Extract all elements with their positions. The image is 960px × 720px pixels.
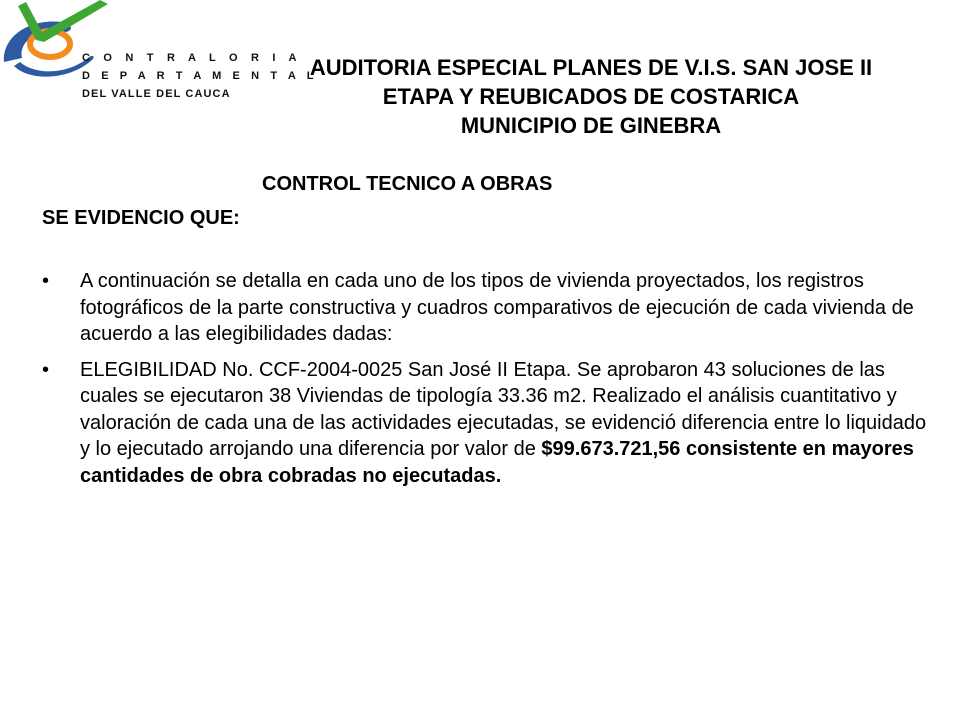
- logo-text-line1: C O N T R A L O R I A: [82, 52, 302, 64]
- list-item: [42, 357, 932, 490]
- logo-text-line2: D E P A R T A M E N T A L: [82, 70, 318, 82]
- bullet-list: [42, 268, 932, 498]
- logo-emblem-icon: [0, 0, 120, 100]
- list-item: [42, 268, 932, 348]
- title-line2: ETAPA Y REUBICADOS DE COSTARICA: [382, 84, 800, 109]
- section-title: CONTROL TECNICO A OBRAS: [262, 173, 553, 195]
- bullet-bold-text: $99.673.721,56 consistente en mayores cantidades de obra cobradas no ejecutadas.: [80, 438, 914, 487]
- bullet-text: A continuación se detalla en cada uno de los tipos de vivienda proyectados, los registros fotográficos de la parte constructiva y cuadros comparativos de ejecución de cada vivienda de acuerdo a las elegibilidades dadas:: [80, 270, 914, 345]
- bullet-icon: •: [42, 358, 50, 381]
- title-line3: MUNICIPIO DE GINEBRA: [460, 113, 722, 138]
- title-line1: AUDITORIA ESPECIAL PLANES DE V.I.S. SAN JOSE II: [309, 55, 873, 80]
- page-title: [236, 53, 946, 140]
- logo-text-line3: DEL VALLE DEL CAUCA: [82, 88, 231, 100]
- bullet-text: ELEGIBILIDAD No. CCF-2004-0025 San José II Etapa. Se aprobaron 43 soluciones de las cuales se ejecutaron 38 Viviendas de tipología 33.36 m2. Realizado el análisis cuantitativo y valoración de cada una de las actividades ejecutadas, se evidenció diferencia entre lo liquidado y lo ejecutado arrojando una diferencia por valor de: [80, 358, 927, 460]
- bullet-icon: •: [42, 270, 50, 292]
- contraloria-logo: [0, 0, 318, 120]
- intro-heading: SE EVIDENCIO QUE:: [42, 207, 240, 229]
